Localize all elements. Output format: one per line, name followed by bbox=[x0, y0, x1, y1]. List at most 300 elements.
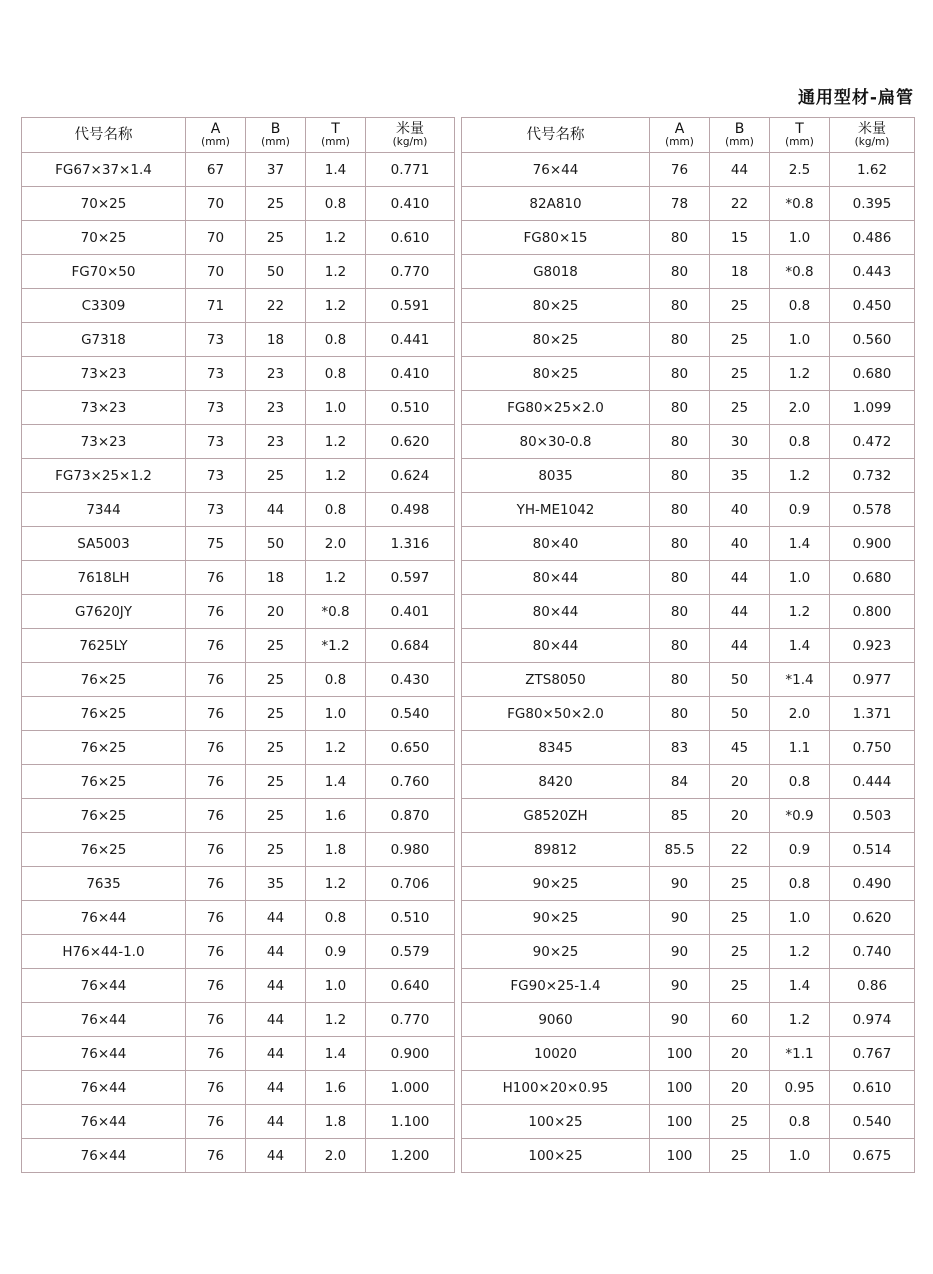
cell-weight: 1.200 bbox=[366, 1139, 455, 1173]
cell-b: 44 bbox=[246, 1037, 306, 1071]
cell-a: 76 bbox=[186, 867, 246, 901]
cell-name: 80×44 bbox=[462, 629, 650, 663]
cell-name: 70×25 bbox=[22, 187, 186, 221]
cell-name: ZTS8050 bbox=[462, 663, 650, 697]
cell-name: G8018 bbox=[462, 255, 650, 289]
cell-t: *0.8 bbox=[306, 595, 366, 629]
cell-name: 76×25 bbox=[22, 765, 186, 799]
cell-weight: 0.450 bbox=[830, 289, 915, 323]
cell-t: 0.8 bbox=[770, 765, 830, 799]
cell-weight: 0.900 bbox=[366, 1037, 455, 1071]
table-row bbox=[462, 357, 915, 391]
table-row bbox=[22, 187, 455, 221]
cell-a: 73 bbox=[186, 425, 246, 459]
table-row bbox=[22, 289, 455, 323]
cell-weight: 0.578 bbox=[830, 493, 915, 527]
table-header-row bbox=[22, 118, 455, 153]
cell-a: 84 bbox=[650, 765, 710, 799]
cell-b: 18 bbox=[246, 561, 306, 595]
cell-t: 0.8 bbox=[770, 867, 830, 901]
cell-name: 80×25 bbox=[462, 323, 650, 357]
cell-b: 37 bbox=[246, 153, 306, 187]
table-row bbox=[22, 629, 455, 663]
cell-t: 0.8 bbox=[306, 187, 366, 221]
cell-weight: 0.395 bbox=[830, 187, 915, 221]
cell-t: 0.9 bbox=[306, 935, 366, 969]
cell-weight: 0.770 bbox=[366, 1003, 455, 1037]
table-row bbox=[462, 221, 915, 255]
cell-a: 90 bbox=[650, 867, 710, 901]
cell-t: 2.0 bbox=[770, 697, 830, 731]
cell-b: 60 bbox=[710, 1003, 770, 1037]
cell-name: FG73×25×1.2 bbox=[22, 459, 186, 493]
header-t-unit: (mm) bbox=[321, 136, 350, 149]
cell-weight: 0.443 bbox=[830, 255, 915, 289]
cell-name: 73×23 bbox=[22, 391, 186, 425]
cell-weight: 0.510 bbox=[366, 391, 455, 425]
cell-a: 67 bbox=[186, 153, 246, 187]
cell-a: 73 bbox=[186, 391, 246, 425]
cell-weight: 0.771 bbox=[366, 153, 455, 187]
cell-weight: 0.510 bbox=[366, 901, 455, 935]
cell-b: 18 bbox=[246, 323, 306, 357]
cell-weight: 1.100 bbox=[366, 1105, 455, 1139]
cell-b: 25 bbox=[710, 969, 770, 1003]
cell-weight: 0.900 bbox=[830, 527, 915, 561]
table-row bbox=[462, 1037, 915, 1071]
cell-b: 25 bbox=[710, 289, 770, 323]
cell-name: FG67×37×1.4 bbox=[22, 153, 186, 187]
cell-t: 0.9 bbox=[770, 833, 830, 867]
cell-name: 89812 bbox=[462, 833, 650, 867]
header-t-unit: (mm) bbox=[785, 136, 814, 149]
cell-a: 80 bbox=[650, 697, 710, 731]
cell-t: 1.2 bbox=[306, 425, 366, 459]
cell-a: 100 bbox=[650, 1037, 710, 1071]
cell-name: 7618LH bbox=[22, 561, 186, 595]
cell-weight: 0.750 bbox=[830, 731, 915, 765]
header-weight-label: 米量 bbox=[858, 121, 886, 138]
cell-b: 25 bbox=[710, 323, 770, 357]
cell-weight: 0.597 bbox=[366, 561, 455, 595]
cell-name: 76×44 bbox=[22, 901, 186, 935]
cell-weight: 0.430 bbox=[366, 663, 455, 697]
cell-t: 1.6 bbox=[306, 1071, 366, 1105]
cell-t: 1.6 bbox=[306, 799, 366, 833]
cell-weight: 0.675 bbox=[830, 1139, 915, 1173]
cell-b: 15 bbox=[710, 221, 770, 255]
table-row bbox=[22, 221, 455, 255]
cell-name: 7635 bbox=[22, 867, 186, 901]
table-row bbox=[22, 595, 455, 629]
cell-name: 73×23 bbox=[22, 357, 186, 391]
cell-t: 1.2 bbox=[306, 731, 366, 765]
header-name: 代号名称 bbox=[462, 118, 650, 153]
cell-weight: 0.410 bbox=[366, 187, 455, 221]
cell-a: 80 bbox=[650, 595, 710, 629]
table-row bbox=[462, 493, 915, 527]
cell-a: 80 bbox=[650, 357, 710, 391]
header-weight-unit: (kg/m) bbox=[392, 136, 428, 149]
cell-name: 76×44 bbox=[22, 1105, 186, 1139]
header-a bbox=[186, 118, 246, 153]
cell-b: 50 bbox=[246, 527, 306, 561]
cell-t: 1.2 bbox=[770, 459, 830, 493]
cell-a: 78 bbox=[650, 187, 710, 221]
table-row bbox=[462, 629, 915, 663]
cell-b: 44 bbox=[246, 969, 306, 1003]
table-row bbox=[462, 425, 915, 459]
cell-t: 1.0 bbox=[306, 969, 366, 1003]
table-row bbox=[462, 1139, 915, 1173]
cell-name: 80×44 bbox=[462, 561, 650, 595]
table-row bbox=[22, 935, 455, 969]
cell-name: 90×25 bbox=[462, 901, 650, 935]
cell-t: 2.0 bbox=[770, 391, 830, 425]
header-name: 代号名称 bbox=[22, 118, 186, 153]
cell-t: 1.2 bbox=[306, 221, 366, 255]
cell-name: 8345 bbox=[462, 731, 650, 765]
table-row bbox=[22, 799, 455, 833]
cell-a: 73 bbox=[186, 323, 246, 357]
cell-weight: 0.740 bbox=[830, 935, 915, 969]
table-row bbox=[462, 1071, 915, 1105]
header-a-unit: (mm) bbox=[665, 136, 694, 149]
header-weight bbox=[366, 118, 455, 153]
cell-weight: 0.680 bbox=[830, 357, 915, 391]
cell-b: 25 bbox=[246, 187, 306, 221]
cell-b: 44 bbox=[710, 153, 770, 187]
cell-weight: 0.540 bbox=[366, 697, 455, 731]
cell-name: FG90×25-1.4 bbox=[462, 969, 650, 1003]
cell-t: 1.4 bbox=[770, 969, 830, 1003]
cell-t: 1.0 bbox=[306, 391, 366, 425]
cell-weight: 1.371 bbox=[830, 697, 915, 731]
table-row bbox=[462, 391, 915, 425]
table-row bbox=[462, 799, 915, 833]
cell-b: 25 bbox=[710, 357, 770, 391]
header-b-unit: (mm) bbox=[725, 136, 754, 149]
cell-t: 0.8 bbox=[306, 901, 366, 935]
cell-name: 80×25 bbox=[462, 357, 650, 391]
header-a-label: A bbox=[674, 121, 685, 138]
header-b-unit: (mm) bbox=[261, 136, 290, 149]
cell-weight: 1.316 bbox=[366, 527, 455, 561]
cell-b: 35 bbox=[710, 459, 770, 493]
cell-a: 80 bbox=[650, 255, 710, 289]
cell-weight: 0.732 bbox=[830, 459, 915, 493]
cell-a: 76 bbox=[650, 153, 710, 187]
cell-a: 76 bbox=[186, 1105, 246, 1139]
cell-name: FG80×25×2.0 bbox=[462, 391, 650, 425]
cell-a: 80 bbox=[650, 289, 710, 323]
cell-a: 76 bbox=[186, 1139, 246, 1173]
cell-a: 80 bbox=[650, 221, 710, 255]
cell-b: 25 bbox=[246, 731, 306, 765]
table-row bbox=[462, 901, 915, 935]
cell-name: 76×25 bbox=[22, 697, 186, 731]
cell-b: 50 bbox=[710, 697, 770, 731]
cell-t: 1.4 bbox=[306, 765, 366, 799]
cell-t: 1.2 bbox=[306, 289, 366, 323]
cell-a: 90 bbox=[650, 969, 710, 1003]
cell-b: 23 bbox=[246, 357, 306, 391]
cell-b: 20 bbox=[710, 765, 770, 799]
cell-a: 70 bbox=[186, 187, 246, 221]
cell-name: 100×25 bbox=[462, 1139, 650, 1173]
cell-b: 25 bbox=[710, 391, 770, 425]
cell-t: *0.8 bbox=[770, 187, 830, 221]
cell-t: 1.4 bbox=[770, 629, 830, 663]
table-row bbox=[22, 357, 455, 391]
header-t bbox=[770, 118, 830, 153]
cell-a: 76 bbox=[186, 1037, 246, 1071]
cell-weight: 0.410 bbox=[366, 357, 455, 391]
cell-name: 76×25 bbox=[22, 731, 186, 765]
cell-a: 100 bbox=[650, 1105, 710, 1139]
cell-a: 70 bbox=[186, 255, 246, 289]
cell-a: 90 bbox=[650, 935, 710, 969]
cell-b: 23 bbox=[246, 391, 306, 425]
cell-t: 1.0 bbox=[306, 697, 366, 731]
table-row bbox=[22, 1003, 455, 1037]
cell-b: 20 bbox=[710, 799, 770, 833]
cell-b: 25 bbox=[710, 901, 770, 935]
cell-b: 20 bbox=[710, 1037, 770, 1071]
cell-weight: 0.490 bbox=[830, 867, 915, 901]
cell-b: 44 bbox=[246, 901, 306, 935]
cell-a: 76 bbox=[186, 833, 246, 867]
cell-b: 22 bbox=[710, 833, 770, 867]
table-row bbox=[462, 969, 915, 1003]
cell-name: FG70×50 bbox=[22, 255, 186, 289]
cell-t: 1.2 bbox=[306, 561, 366, 595]
cell-weight: 0.980 bbox=[366, 833, 455, 867]
cell-weight: 0.486 bbox=[830, 221, 915, 255]
cell-weight: 1.62 bbox=[830, 153, 915, 187]
cell-t: *0.9 bbox=[770, 799, 830, 833]
cell-name: 7625LY bbox=[22, 629, 186, 663]
cell-t: 1.0 bbox=[770, 1139, 830, 1173]
cell-b: 25 bbox=[246, 765, 306, 799]
cell-weight: 0.624 bbox=[366, 459, 455, 493]
cell-b: 44 bbox=[710, 629, 770, 663]
cell-b: 44 bbox=[710, 595, 770, 629]
table-row bbox=[22, 153, 455, 187]
cell-a: 100 bbox=[650, 1139, 710, 1173]
cell-name: 76×25 bbox=[22, 833, 186, 867]
table-header-row bbox=[462, 118, 915, 153]
cell-weight: 0.498 bbox=[366, 493, 455, 527]
header-t-label: T bbox=[795, 121, 804, 138]
cell-b: 50 bbox=[710, 663, 770, 697]
cell-a: 73 bbox=[186, 493, 246, 527]
cell-t: 1.0 bbox=[770, 901, 830, 935]
cell-weight: 0.684 bbox=[366, 629, 455, 663]
cell-b: 25 bbox=[246, 459, 306, 493]
cell-name: 76×44 bbox=[22, 1071, 186, 1105]
cell-name: SA5003 bbox=[22, 527, 186, 561]
cell-name: 80×25 bbox=[462, 289, 650, 323]
cell-name: FG80×50×2.0 bbox=[462, 697, 650, 731]
table-row bbox=[22, 1037, 455, 1071]
cell-b: 44 bbox=[710, 561, 770, 595]
cell-name: 76×44 bbox=[462, 153, 650, 187]
cell-a: 80 bbox=[650, 629, 710, 663]
header-a bbox=[650, 118, 710, 153]
cell-b: 35 bbox=[246, 867, 306, 901]
table-row bbox=[462, 595, 915, 629]
cell-name: C3309 bbox=[22, 289, 186, 323]
cell-a: 76 bbox=[186, 969, 246, 1003]
cell-t: 1.2 bbox=[770, 935, 830, 969]
cell-weight: 0.401 bbox=[366, 595, 455, 629]
cell-weight: 0.760 bbox=[366, 765, 455, 799]
cell-b: 25 bbox=[246, 799, 306, 833]
cell-t: 0.9 bbox=[770, 493, 830, 527]
cell-a: 100 bbox=[650, 1071, 710, 1105]
header-a-label: A bbox=[210, 121, 221, 138]
cell-b: 40 bbox=[710, 493, 770, 527]
cell-weight: 0.974 bbox=[830, 1003, 915, 1037]
cell-a: 85 bbox=[650, 799, 710, 833]
table-row bbox=[22, 1139, 455, 1173]
table-row bbox=[462, 323, 915, 357]
cell-weight: 0.444 bbox=[830, 765, 915, 799]
cell-a: 76 bbox=[186, 663, 246, 697]
cell-weight: 1.099 bbox=[830, 391, 915, 425]
table-row bbox=[22, 901, 455, 935]
cell-b: 25 bbox=[246, 629, 306, 663]
cell-b: 20 bbox=[710, 1071, 770, 1105]
cell-name: 76×44 bbox=[22, 1003, 186, 1037]
cell-t: 1.0 bbox=[770, 323, 830, 357]
cell-name: 82A810 bbox=[462, 187, 650, 221]
table-row bbox=[462, 153, 915, 187]
cell-b: 25 bbox=[246, 221, 306, 255]
cell-a: 73 bbox=[186, 357, 246, 391]
cell-weight: 0.650 bbox=[366, 731, 455, 765]
cell-t: 1.4 bbox=[306, 1037, 366, 1071]
table-row bbox=[22, 731, 455, 765]
cell-weight: 1.000 bbox=[366, 1071, 455, 1105]
cell-t: 1.8 bbox=[306, 1105, 366, 1139]
spec-table-left-body bbox=[22, 153, 455, 1173]
cell-b: 25 bbox=[710, 935, 770, 969]
cell-b: 25 bbox=[246, 663, 306, 697]
cell-a: 76 bbox=[186, 595, 246, 629]
cell-name: 76×44 bbox=[22, 1037, 186, 1071]
header-b-label: B bbox=[734, 121, 745, 138]
cell-t: *1.4 bbox=[770, 663, 830, 697]
table-row bbox=[22, 493, 455, 527]
cell-t: 0.95 bbox=[770, 1071, 830, 1105]
cell-name: YH-ME1042 bbox=[462, 493, 650, 527]
cell-t: 0.8 bbox=[306, 357, 366, 391]
cell-weight: 0.610 bbox=[366, 221, 455, 255]
table-row bbox=[22, 663, 455, 697]
cell-name: 80×40 bbox=[462, 527, 650, 561]
cell-t: 0.8 bbox=[770, 1105, 830, 1139]
cell-a: 76 bbox=[186, 731, 246, 765]
cell-weight: 0.680 bbox=[830, 561, 915, 595]
cell-b: 44 bbox=[246, 1071, 306, 1105]
cell-weight: 0.620 bbox=[830, 901, 915, 935]
cell-b: 50 bbox=[246, 255, 306, 289]
cell-a: 90 bbox=[650, 1003, 710, 1037]
cell-a: 90 bbox=[650, 901, 710, 935]
cell-a: 80 bbox=[650, 323, 710, 357]
cell-t: *0.8 bbox=[770, 255, 830, 289]
cell-name: 76×44 bbox=[22, 1139, 186, 1173]
table-row bbox=[462, 765, 915, 799]
cell-t: 1.2 bbox=[306, 255, 366, 289]
cell-b: 30 bbox=[710, 425, 770, 459]
cell-b: 20 bbox=[246, 595, 306, 629]
cell-a: 76 bbox=[186, 561, 246, 595]
table-row bbox=[462, 561, 915, 595]
table-row bbox=[462, 459, 915, 493]
cell-name: 100×25 bbox=[462, 1105, 650, 1139]
cell-b: 44 bbox=[246, 1003, 306, 1037]
spec-tables bbox=[21, 117, 913, 1173]
cell-t: 1.2 bbox=[306, 1003, 366, 1037]
cell-name: 8420 bbox=[462, 765, 650, 799]
cell-a: 80 bbox=[650, 459, 710, 493]
cell-b: 44 bbox=[246, 935, 306, 969]
spec-table-right-body bbox=[462, 153, 915, 1173]
table-row bbox=[462, 697, 915, 731]
table-row bbox=[462, 833, 915, 867]
cell-t: 1.1 bbox=[770, 731, 830, 765]
table-row bbox=[22, 425, 455, 459]
cell-t: 2.0 bbox=[306, 527, 366, 561]
cell-t: 1.2 bbox=[770, 1003, 830, 1037]
table-row bbox=[22, 765, 455, 799]
page-title: 通用型材-扁管 bbox=[797, 88, 914, 108]
table-row bbox=[462, 1003, 915, 1037]
table-row bbox=[462, 935, 915, 969]
cell-weight: 0.86 bbox=[830, 969, 915, 1003]
cell-name: H100×20×0.95 bbox=[462, 1071, 650, 1105]
cell-name: H76×44-1.0 bbox=[22, 935, 186, 969]
cell-weight: 0.640 bbox=[366, 969, 455, 1003]
table-row bbox=[462, 289, 915, 323]
cell-name: 9060 bbox=[462, 1003, 650, 1037]
cell-weight: 0.514 bbox=[830, 833, 915, 867]
cell-name: G7620JY bbox=[22, 595, 186, 629]
cell-b: 25 bbox=[710, 1105, 770, 1139]
cell-name: 76×25 bbox=[22, 799, 186, 833]
table-row bbox=[22, 527, 455, 561]
cell-t: 2.0 bbox=[306, 1139, 366, 1173]
cell-t: 0.8 bbox=[306, 323, 366, 357]
cell-t: 0.8 bbox=[770, 425, 830, 459]
cell-t: 0.8 bbox=[306, 663, 366, 697]
table-row bbox=[22, 459, 455, 493]
table-row bbox=[22, 867, 455, 901]
header-b bbox=[710, 118, 770, 153]
cell-weight: 0.472 bbox=[830, 425, 915, 459]
cell-t: 1.8 bbox=[306, 833, 366, 867]
cell-weight: 0.977 bbox=[830, 663, 915, 697]
cell-b: 40 bbox=[710, 527, 770, 561]
table-row bbox=[462, 187, 915, 221]
cell-name: G8520ZH bbox=[462, 799, 650, 833]
header-b-label: B bbox=[270, 121, 281, 138]
cell-a: 83 bbox=[650, 731, 710, 765]
cell-a: 76 bbox=[186, 901, 246, 935]
